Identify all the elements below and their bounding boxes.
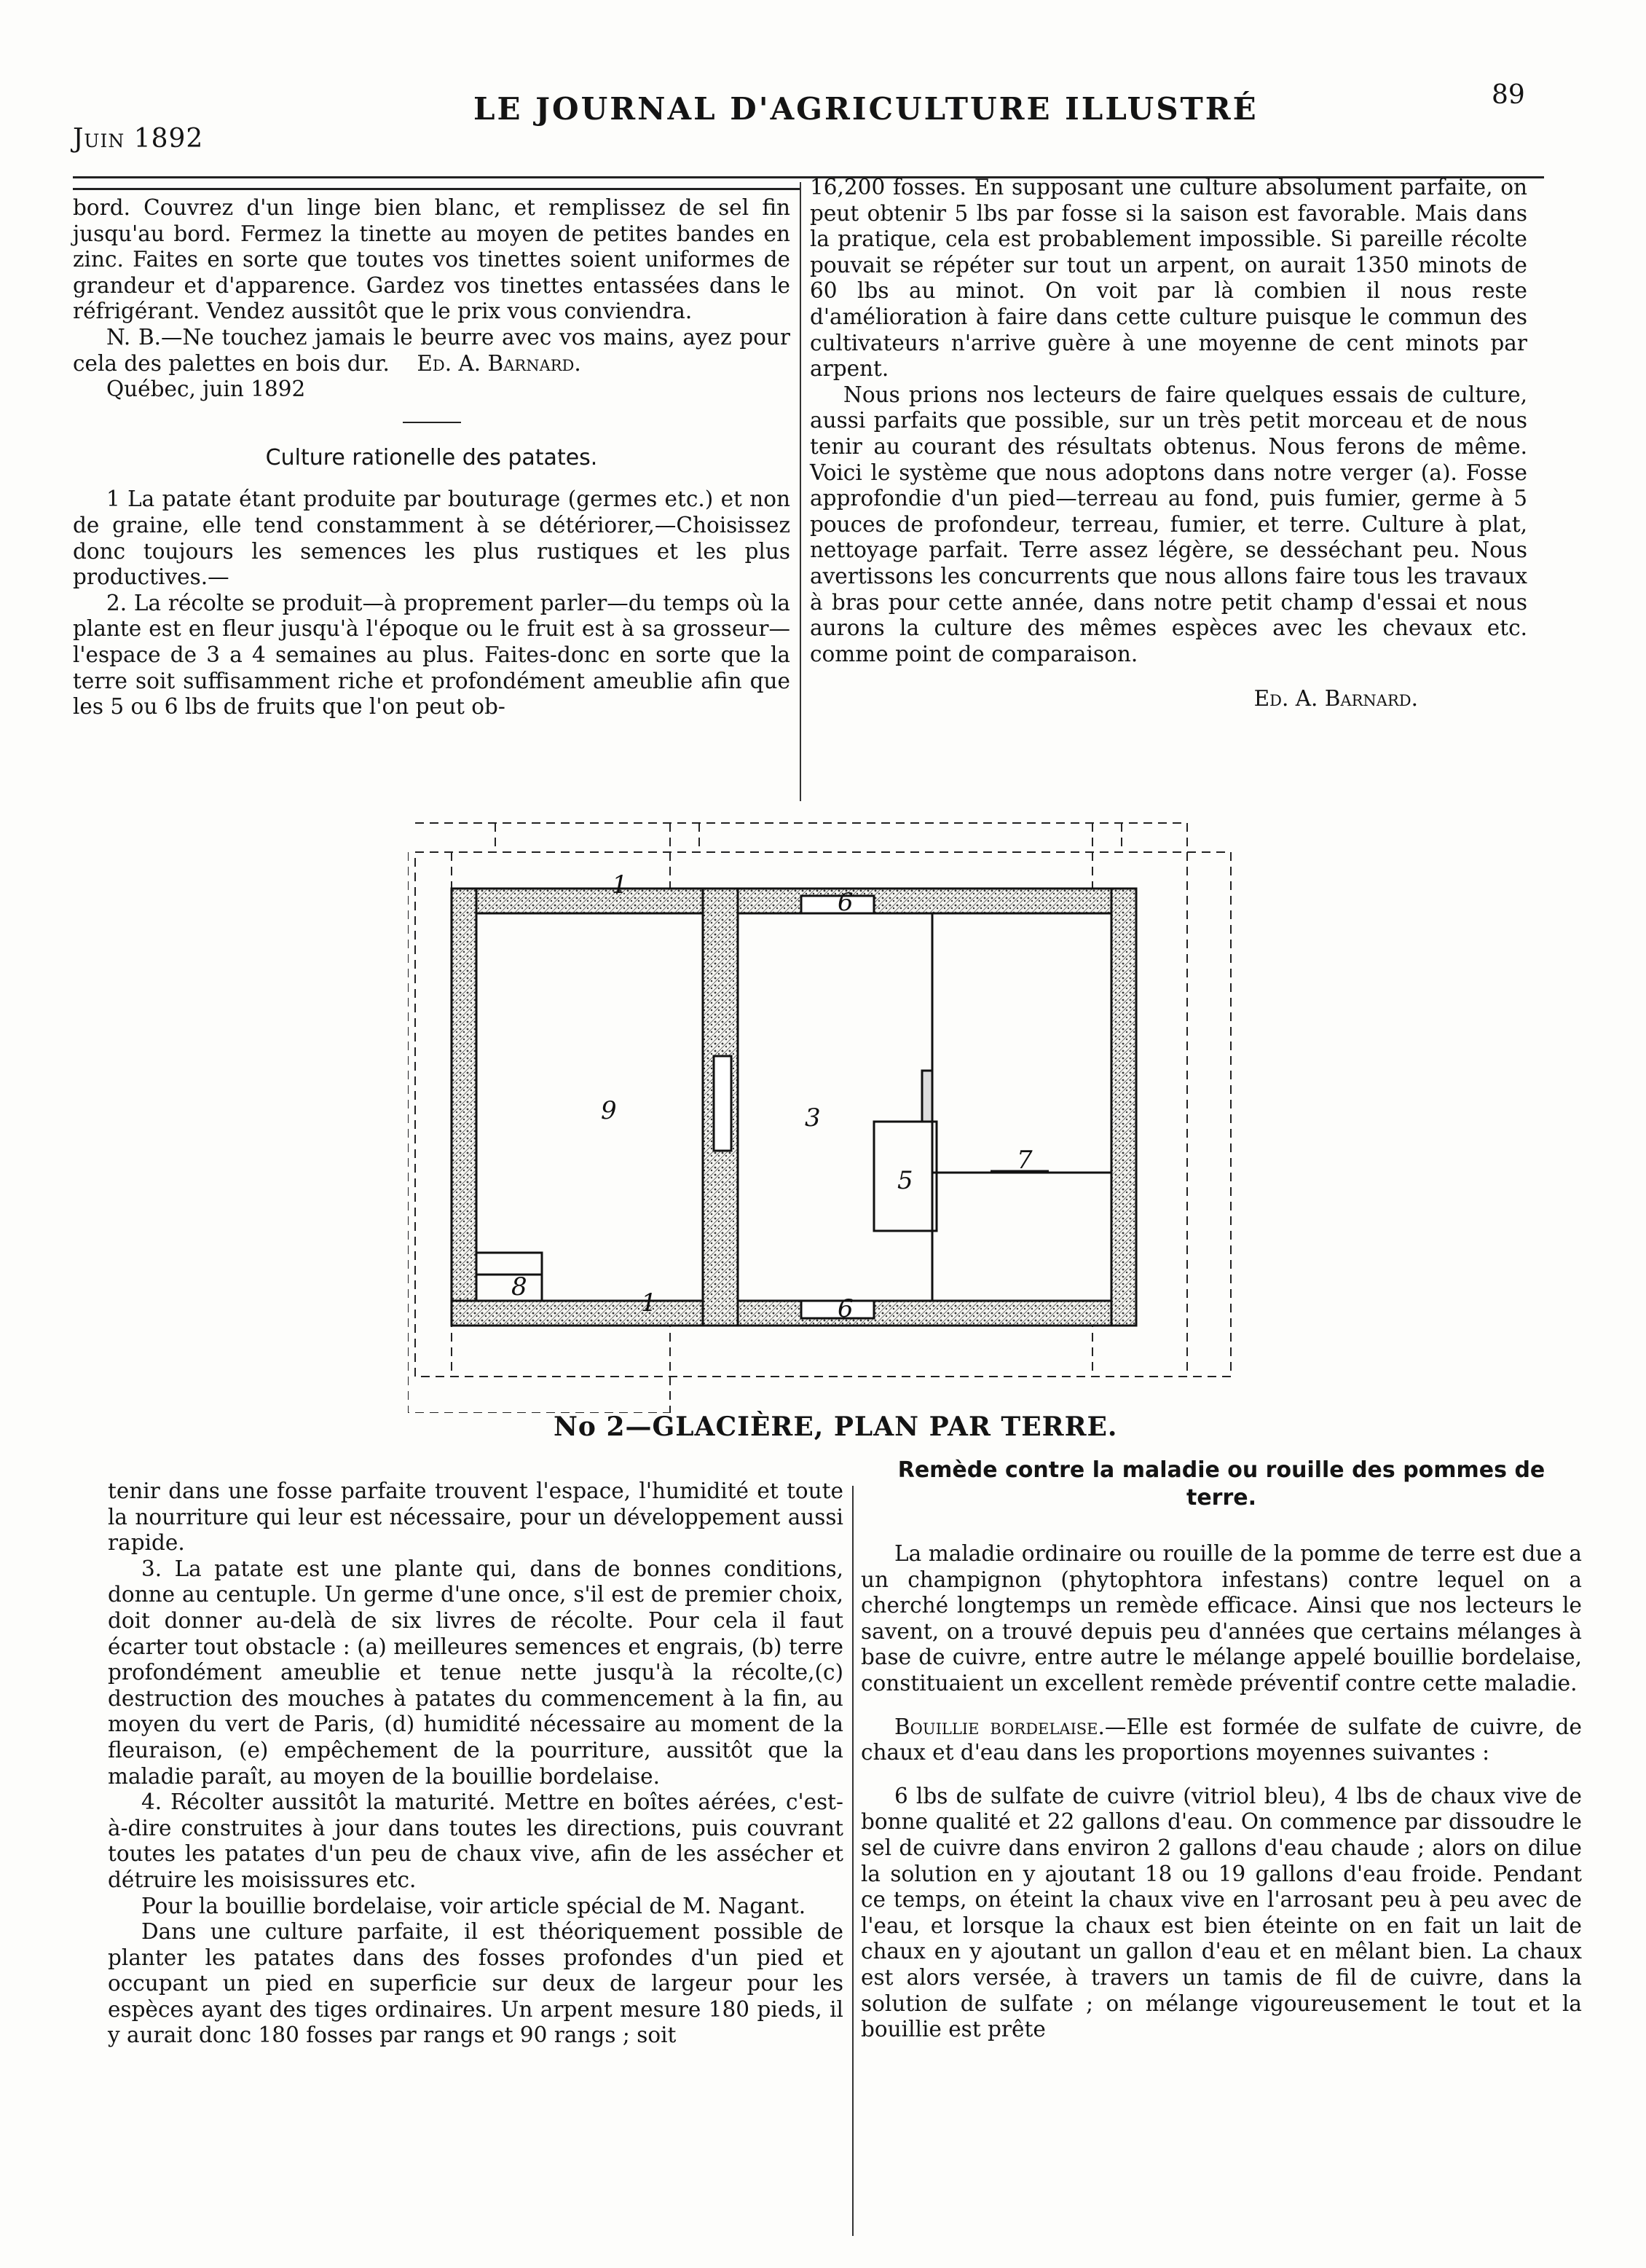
paragraph: Dans une culture parfaite, il est théoriquement possible de planter les patates dans des fosses profondes d'un pied et occupant un pied en superficie sur deux de largeur pour les espèces ayant des tiges ordinaires. Un arpent mesure 180 pieds, il y aurait donc 180 fosses par rangs et 90 rangs ; soit [108,1919,843,2048]
run-in-heading: Bouillie bordelaise. [894,1714,1105,1739]
column-bottom-left [108,1478,843,2049]
signature: Ed. A. Barnard. [1253,686,1418,712]
nb-paragraph [73,325,790,377]
paragraph: 1 La patate étant produite par bouturage (germes etc.) et non de graine, elle tend constamment à se détériorer,—Choisissez donc toujours les semences les plus rustiques et les plus productives.— [73,487,790,590]
paragraph: Pour la bouillie bordelaise, voir article spécial de M. Nagant. [141,1893,806,1918]
label-3: 3 [805,1103,821,1133]
label-7: 7 [1017,1146,1033,1175]
paragraph: La maladie ordinaire ou rouille de la pomme de terre est due a un champignon (phytophtora infestans) contre lequel on a cherché longtemps un remède efficace. Ainsi que nos lecteurs le savent, on a trouvé depuis peu d'années que certains mélanges à base de cuivre, entre autre le mélange appelé bouillie bordelaise, constituaient un excellent remède préventif contre cette maladie. [861,1541,1582,1696]
paragraph: 3. La patate est une plante qui, dans de bonnes conditions, donne au centuple. Un germe d'une once, s'il est de premier choix, doit donner au-delà de six livres de récolte. Pour cela il faut écarter tout obstacle : (a) meilleures semences et engrais, (b) terre profondément ameublie et tenue nette jusqu'à la récolte,(c) destruction des mouches à patates du commencement à la fin, au moyen du vert de Paris, (d) humidité nécessaire au moment de la fleuraison, (e) empêchement de la pourriture, aussitôt que la maladie paraît, au moyen de la bouillie bordelaise. [108,1556,843,1789]
paragraph: 4. Récolter aussitôt la maturité. Mettre en boîtes aérées, c'est-à-dire construites à jour dans toutes les directions, puis couvrant toutes les patates d'un peu de chaux vive, afin de les assécher et détruire les moisissures etc. [108,1789,843,1892]
label-5: 5 [897,1166,913,1195]
column-top-right [810,175,1527,712]
column-divider [852,1486,854,2236]
figure-caption: No 2—GLACIÈRE, PLAN PAR TERRE. [554,1411,1118,1442]
label-1-bottom: 1 [641,1288,657,1318]
column-top-left [73,195,790,720]
section-heading: Remède contre la maladie ou rouille des pommes de terre. [897,1457,1545,1511]
page-number: 89 [1492,80,1525,110]
column-bottom-right [861,1457,1582,2043]
column-top-rule [73,188,801,190]
dateline: Québec, juin 1892 [106,377,306,402]
label-8: 8 [511,1272,527,1302]
paragraph-text: —Elle est formée de sulfate de cuivre, de chaux et d'eau dans les proportions moyennes suivantes : [861,1714,1582,1765]
section-heading: Culture rationelle des patates. [265,444,598,470]
paragraph: 16,200 fosses. En supposant une culture absolument parfaite, on peut obtenir 5 lbs par fosse si la saison est favorable. Mais dans la pratique, cela est probablement impossible. Si pareille récolte pouvait se répéter sur tout un arpent, on aurait 1350 minots de 60 lbs au minot. On voit par là combien il nous reste d'amélioration à faire dans cette culture puisque le commun des cultivateurs n'arrive guère à une moyenne de cent minots par arpent. [810,175,1527,382]
paragraph: Nous prions nos lecteurs de faire quelques essais de culture, aussi parfaits que possible, sur un très petit morceau et de nous tenir au courant des résultats obtenus. Nous ferons de même. Voici le système que nous adoptons dans notre verger (a). Fosse approfondie d'un pied—terreau au fond, puis fumier, germe à 5 pouces de profondeur, terreau, fumier, et terre. Culture à plat, nettoyage parfait. Terre assez légère, se desséchant peu. Nous avertissons les concurrents que nous allons faire tous les travaux à bras pour cette année, dans notre petit champ d'essai et nous aurons la culture des mêmes espèces avec les chevaux etc. comme point de comparaison. [810,382,1527,666]
label-6-bottom: 6 [838,1294,854,1323]
label-1-top: 1 [612,870,628,899]
column-divider [800,182,801,801]
journal-title: LE JOURNAL D'AGRICULTURE ILLUSTRÉ [473,91,1259,127]
paragraph: bord. Couvrez d'un linge bien blanc, et remplissez de sel fin jusqu'au bord. Fermez la tinette au moyen de petites bandes en zinc. Faites en sorte que toutes vos tinettes soient uniformes de grandeur et d'apparence. Gardez vos tinettes entassées dans le réfrigérant. Vendez aussitôt que le prix vous conviendra. [73,195,790,324]
icehouse-floor-plan [408,808,1253,1413]
label-9: 9 [601,1096,617,1125]
header-date: Juin 1892 [73,124,204,154]
signature: Ed. A. Barnard. [417,350,581,376]
section-divider [403,422,461,423]
room-partitions [476,896,1111,1318]
label-6-top: 6 [838,888,854,917]
nb-text: N. B.—Ne touchez jamais le beurre avec vos mains, ayez pour cela des palettes en bois dur. [73,324,790,376]
paragraph [861,1714,1582,1766]
paragraph: 2. La récolte se produit—à proprement parler—du temps où la plante est en fleur jusqu'à l'époque ou le fruit est à sa grosseur—l'espace de 3 a 4 semaines au plus. Faites-donc en sorte que la terre soit suffisamment riche et profondément ameublie afin que les 5 ou 6 lbs de fruits que l'on peut ob- [73,590,790,720]
paragraph: tenir dans une fosse parfaite trouvent l'espace, l'humidité et toute la nourriture qui leur est nécessaire, pour un développement aussi rapide. [108,1478,843,1556]
paragraph: 6 lbs de sulfate de cuivre (vitriol bleu), 4 lbs de chaux vive de bonne qualité et 22 gallons d'eau. On commence par dissoudre le sel de cuivre dans environ 2 gallons d'eau chaude ; alors on dilue la solution en y ajoutant 18 ou 19 gallons d'eau froide. Pendant ce temps, on éteint la chaux vive en l'arrosant peu à peu avec de l'eau, et lorsque la chaux est bien éteinte on en fait un lait de chaux en y ajoutant un gallon d'eau et en mêlant bien. La chaux est alors versée, à travers un tamis de fil de cuivre, dans la solution de sulfate ; on mélange vigoureusement le tout et la bouillie est prête [861,1783,1582,2042]
